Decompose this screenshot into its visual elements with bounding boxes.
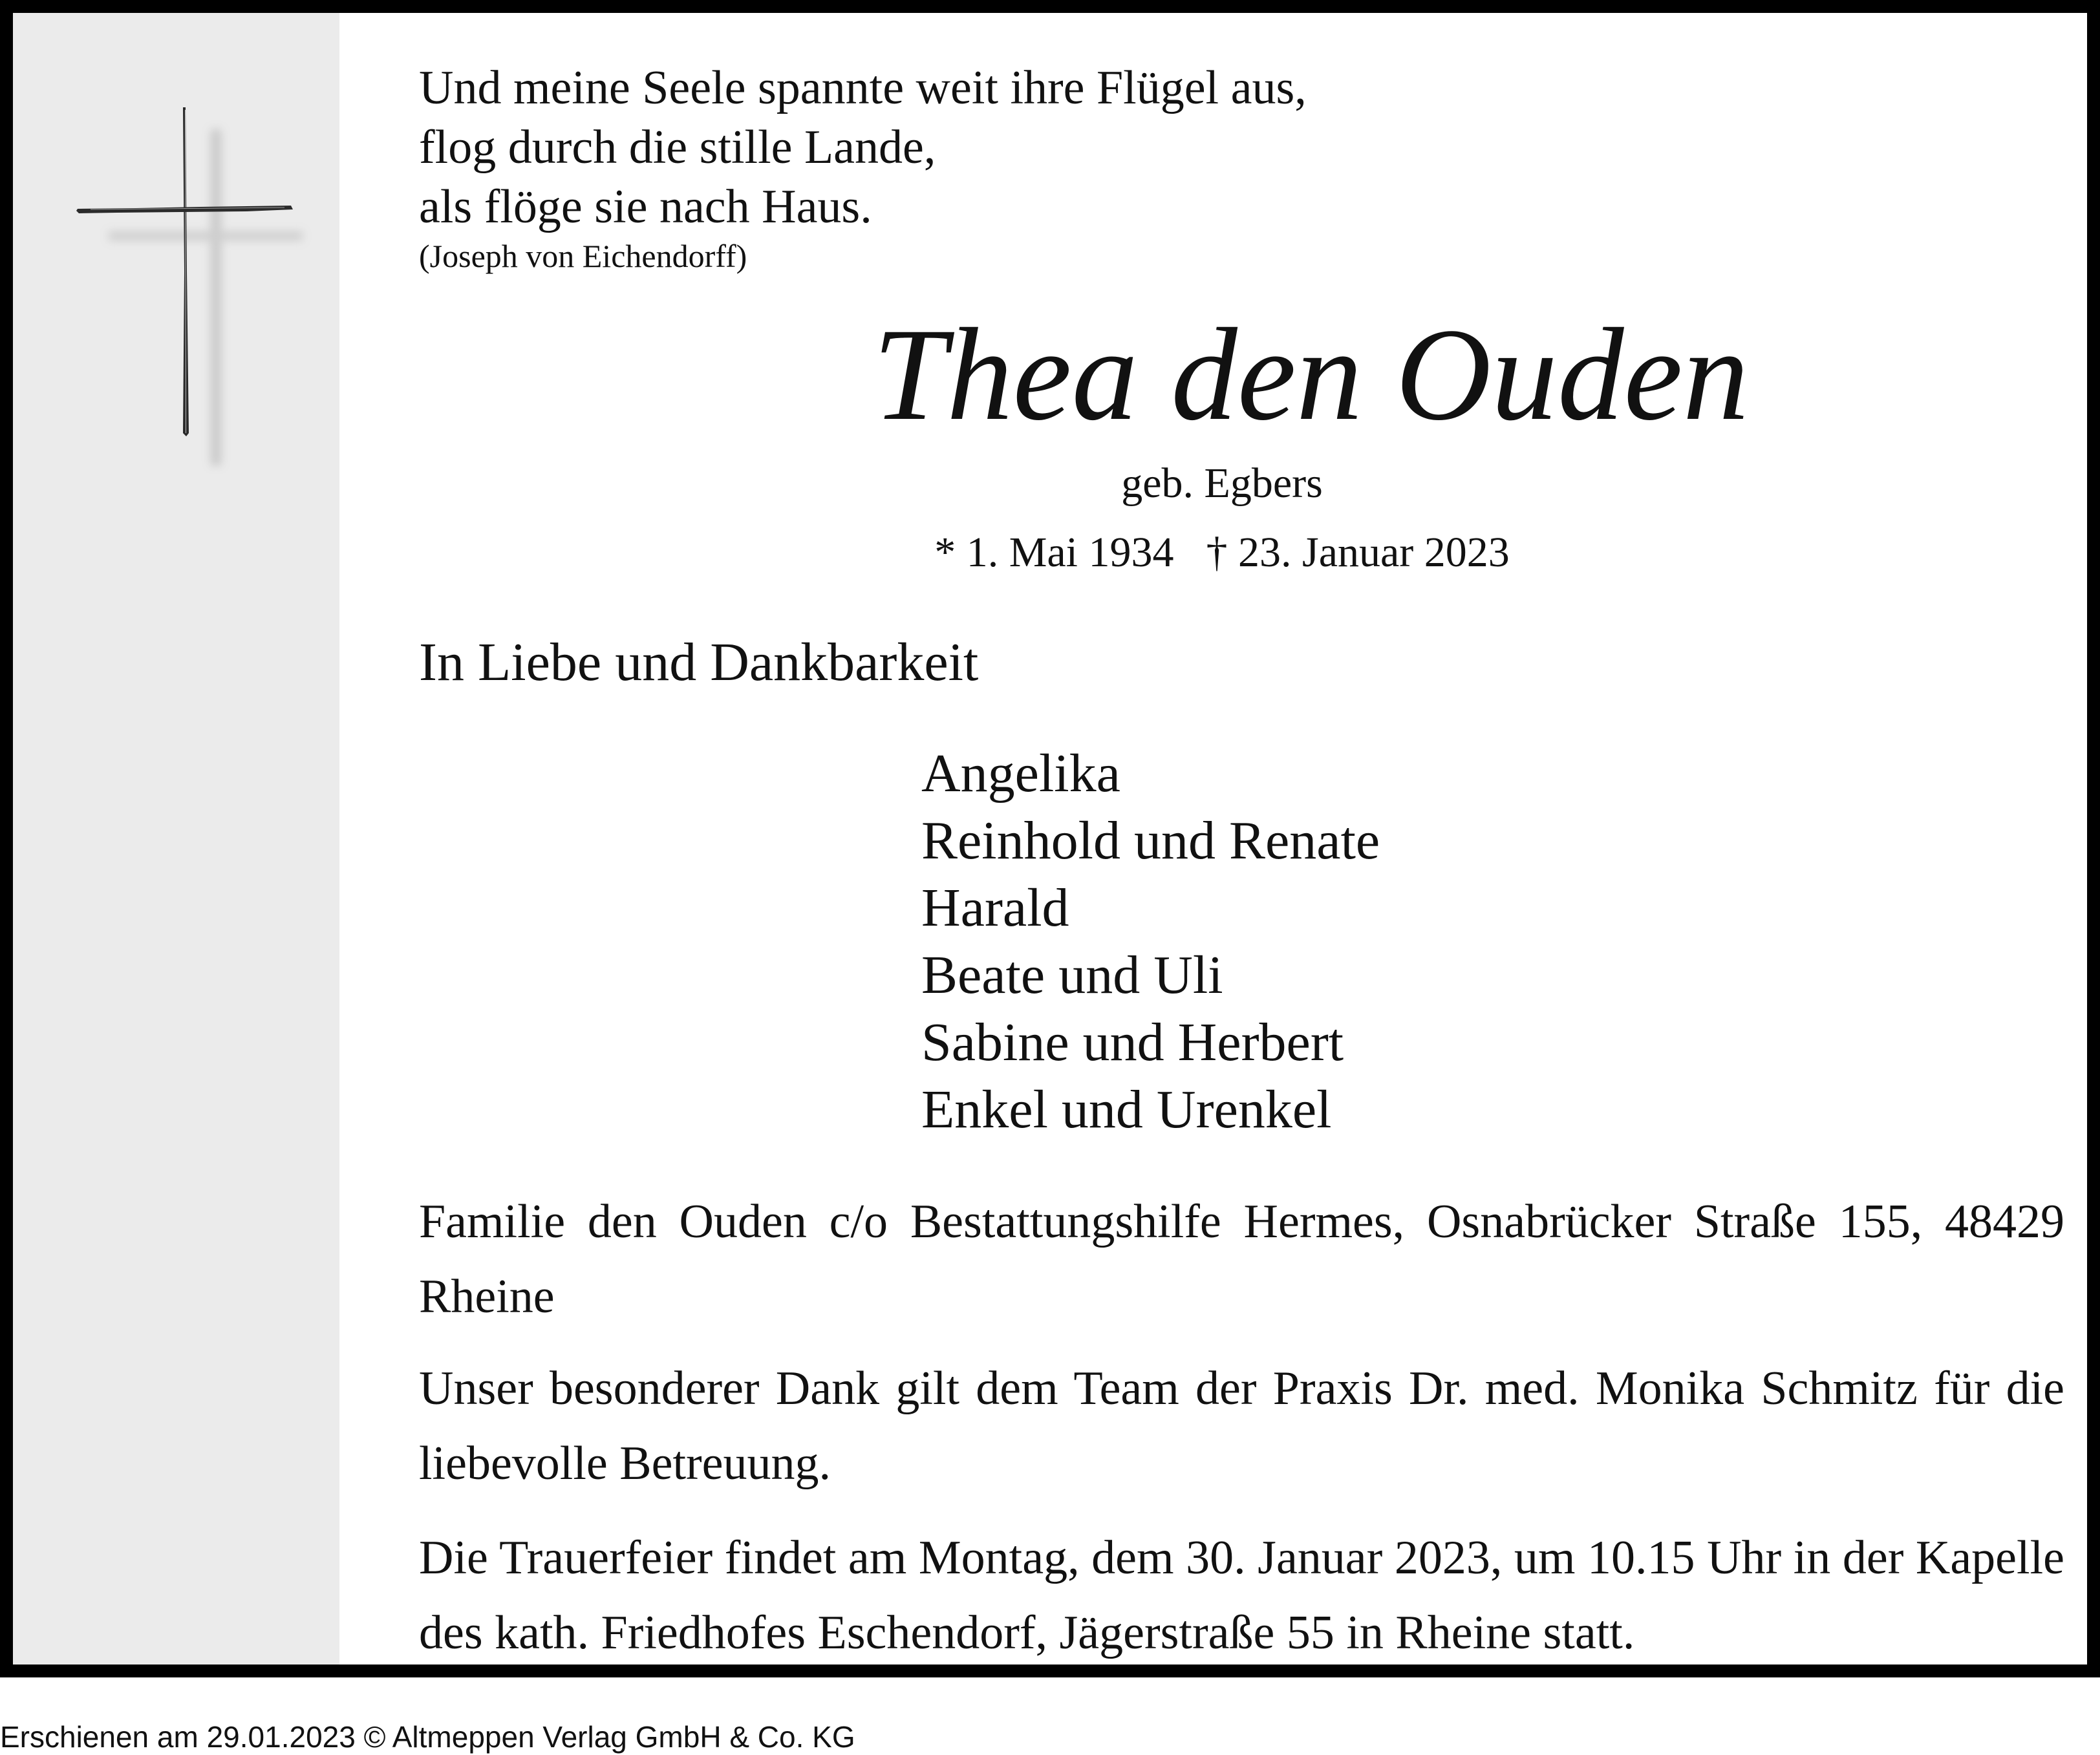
- poem: [419, 58, 1307, 275]
- family-address: Familie den Ouden c/o Bestattungshilfe Hermes, Osnabrücker Straße 155, 48429 Rheine: [419, 1195, 2064, 1323]
- poem-author: (Joseph von Eichendorff): [419, 238, 747, 274]
- greeting: In Liebe und Dankbarkeit: [419, 632, 979, 692]
- death-date: † 23. Januar 2023: [1206, 529, 1510, 576]
- poem-line: flog durch die stille Lande,: [419, 121, 936, 174]
- publication-footer: Erschienen am 29.01.2023 © Altmeppen Verlag GmbH & Co. KG: [0, 1720, 855, 1754]
- poem-line: als flöge sie nach Haus.: [419, 180, 872, 233]
- mourner: Beate und Uli: [921, 945, 1223, 1005]
- deceased-name: Thea den Ouden: [873, 301, 1750, 448]
- mourner: Angelika: [921, 743, 1120, 803]
- poem-line: Und meine Seele spannte weit ihre Flügel aus,: [419, 61, 1307, 114]
- obituary-content: [13, 13, 2087, 1665]
- life-dates: [873, 527, 1571, 579]
- mourners-list: [921, 740, 1380, 1143]
- thanks-note: Unser besonderer Dank gilt dem Team der Praxis Dr. med. Monika Schmitz für die liebevolle Betreuung.: [419, 1362, 2064, 1490]
- mourner: Enkel und Urenkel: [921, 1080, 1332, 1140]
- mourner: Sabine und Herbert: [921, 1012, 1344, 1072]
- mourner: Harald: [921, 878, 1069, 938]
- birth-date: * 1. Mai 1934: [934, 529, 1174, 576]
- funeral-notice: Die Trauerfeier findet am Montag, dem 30. Januar 2023, um 10.15 Uhr in der Kapelle des kath. Friedhofes Eschendorf, Jägerstraße 55 in Rheine statt.: [419, 1531, 2064, 1659]
- mourner: Reinhold und Renate: [921, 811, 1380, 871]
- birth-name: geb. Egbers: [1121, 460, 1323, 507]
